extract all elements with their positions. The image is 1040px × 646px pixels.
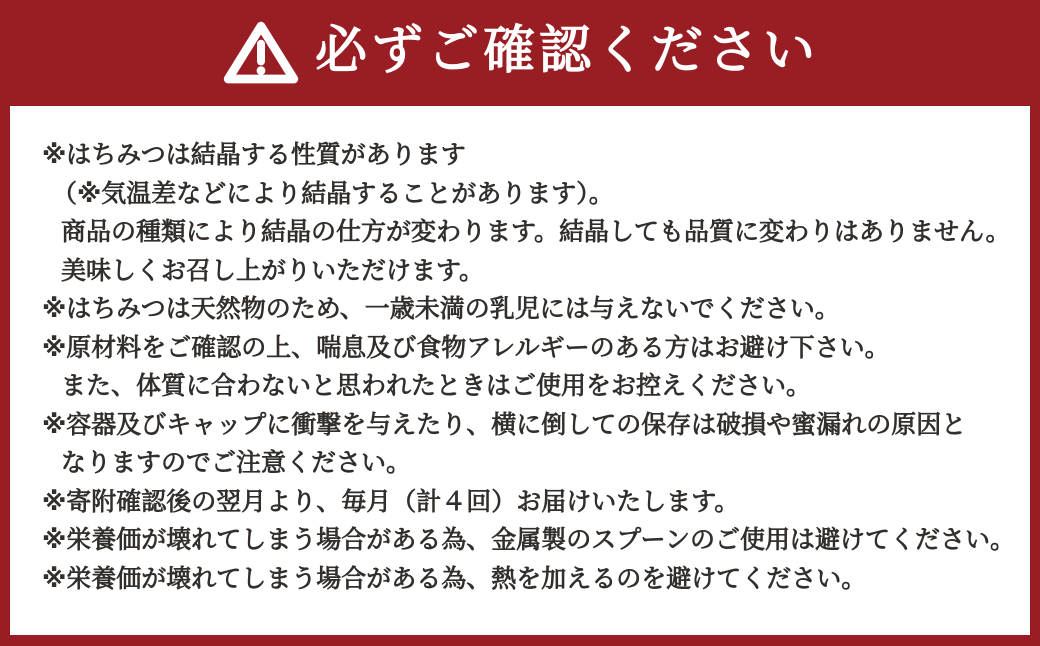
notice-line: 商品の種類により結晶の仕方が変わります。結晶しても品質に変わりはありません。	[61, 217, 1011, 246]
notice-line: ※容器及びキャップに衝撃を与えたり、横に倒しての保存は破損や蜜漏れの原因と	[42, 409, 967, 439]
notice-line: ※はちみつは結晶する性質があります	[42, 140, 466, 169]
notice-item	[42, 560, 1022, 599]
notice-item	[42, 521, 1022, 560]
notice-line: 美味しくお召し上がりいただけます。	[61, 255, 485, 285]
notice-line: ※原材料をご確認の上、喘息及び食物アレルギーのある方はお避け下さい。	[42, 332, 890, 362]
notice-header	[0, 0, 1040, 106]
notice-line: （※気温差などにより結晶することがあります）。	[52, 178, 614, 208]
notice-item	[42, 329, 1022, 406]
notice-line: ※栄養価が壊れてしまう場合がある為、金属製のスプーンのご使用は避けてください。	[42, 525, 1016, 554]
notice-item	[42, 290, 1022, 329]
notice-list	[10, 106, 1030, 598]
notice-line: また、体質に合わないと思われたときはご使用をお控えください。	[61, 371, 812, 400]
notice-line: ※栄養価が壊れてしまう場合がある為、熱を加えるのを避けてください。	[42, 563, 867, 593]
page-title: 必ずご確認ください	[314, 21, 819, 81]
notice-item	[42, 406, 1022, 483]
notice-line: ※寄附確認後の翌月より、毎月（計４回）お届けいたします。	[42, 486, 740, 516]
notice-line: ※はちみつは天然物のため、一歳未満の乳児には与えないでください。	[42, 294, 840, 323]
notice-line: なりますのでご注意ください。	[61, 448, 412, 477]
warning-triangle-icon	[221, 19, 301, 87]
notice-item	[42, 483, 1022, 522]
notice-item	[42, 136, 1022, 290]
notice-panel	[10, 106, 1030, 635]
